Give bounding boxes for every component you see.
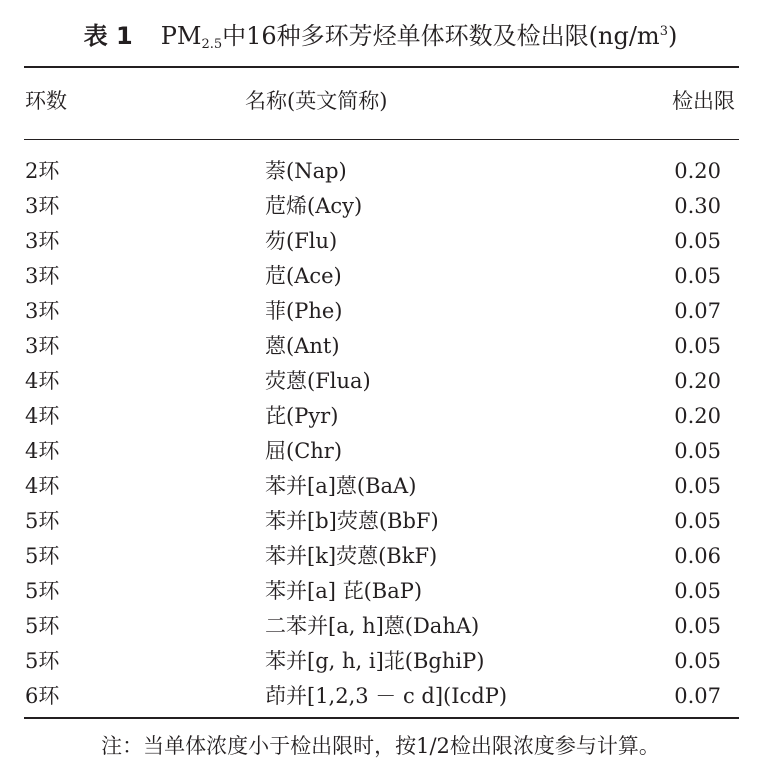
lod-cell: 0.07 [674, 299, 721, 323]
ring-cell: 5环 [25, 649, 60, 673]
lod-cell: 0.20 [674, 159, 721, 183]
name-cell: 萘(Nap) [265, 159, 347, 183]
ring-cell: 4环 [25, 404, 60, 428]
lod-cell: 0.05 [674, 579, 721, 603]
lod-cell: 0.05 [674, 474, 721, 498]
ring-cell: 4环 [25, 474, 60, 498]
ring-cell: 4环 [25, 369, 60, 393]
ring-cell: 5环 [25, 579, 60, 603]
table-header [0, 86, 761, 116]
table-row [0, 364, 761, 398]
table-row [0, 399, 761, 433]
header-lod: 检出限 [672, 89, 735, 113]
ring-cell: 2环 [25, 159, 60, 183]
name-cell: 蒽(Ant) [265, 334, 340, 358]
table-row [0, 679, 761, 713]
name-cell: 苯并[b]荧蒽(BbF) [265, 509, 439, 533]
table-row [0, 644, 761, 678]
title-main: 中16种多环芳烃单体环数及检出限(ng/m [222, 22, 660, 50]
table-row [0, 574, 761, 608]
ring-cell: 3环 [25, 229, 60, 253]
name-cell: 芴(Flu) [265, 229, 338, 253]
title-prefix: PM [160, 22, 202, 50]
ring-cell: 4环 [25, 439, 60, 463]
header-rule [24, 139, 739, 140]
lod-cell: 0.20 [674, 369, 721, 393]
table-row [0, 259, 761, 293]
top-rule [24, 66, 739, 68]
name-cell: 屈(Chr) [265, 439, 343, 463]
header-name: 名称(英文简称) [245, 89, 388, 113]
table-row [0, 539, 761, 573]
bottom-rule [24, 717, 739, 719]
ring-cell: 3环 [25, 194, 60, 218]
title-subscript: 2.5 [201, 37, 223, 52]
title-superscript: 3 [659, 24, 668, 39]
table-label: 表 1 [83, 22, 133, 50]
lod-cell: 0.05 [674, 614, 721, 638]
lod-cell: 0.07 [674, 684, 721, 708]
table-row [0, 294, 761, 328]
name-cell: 苊(Ace) [265, 264, 342, 288]
name-cell: 苯并[a]蒽(BaA) [265, 474, 417, 498]
name-cell: 芘(Pyr) [265, 404, 339, 428]
name-cell: 茚并[1,2,3 － c d](IcdP) [265, 684, 508, 708]
name-cell: 荧蒽(Flua) [265, 369, 371, 393]
ring-cell: 3环 [25, 299, 60, 323]
table-row [0, 434, 761, 468]
name-cell: 二苯并[a, h]蒽(DahA) [265, 614, 480, 638]
lod-cell: 0.05 [674, 649, 721, 673]
ring-cell: 6环 [25, 684, 60, 708]
name-cell: 苊烯(Acy) [265, 194, 363, 218]
table-row [0, 469, 761, 503]
lod-cell: 0.05 [674, 264, 721, 288]
ring-cell: 5环 [25, 614, 60, 638]
header-ring: 环数 [25, 89, 67, 113]
ring-cell: 5环 [25, 509, 60, 533]
table-title [0, 14, 761, 50]
name-cell: 苯并[g, h, i]苝(BghiP) [265, 649, 485, 673]
lod-cell: 0.30 [674, 194, 721, 218]
name-cell: 苯并[a] 芘(BaP) [265, 579, 423, 603]
table-row [0, 224, 761, 258]
name-cell: 菲(Phe) [265, 299, 343, 323]
ring-cell: 3环 [25, 264, 60, 288]
ring-cell: 3环 [25, 334, 60, 358]
lod-cell: 0.05 [674, 439, 721, 463]
ring-cell: 5环 [25, 544, 60, 568]
table-row [0, 154, 761, 188]
lod-cell: 0.05 [674, 509, 721, 533]
table-row [0, 189, 761, 223]
lod-cell: 0.06 [674, 544, 721, 568]
lod-cell: 0.05 [674, 229, 721, 253]
lod-cell: 0.05 [674, 334, 721, 358]
table-note: 注：当单体浓度小于检出限时，按1/2检出限浓度参与计算。 [101, 734, 660, 758]
table-row [0, 329, 761, 363]
table-row [0, 609, 761, 643]
name-cell: 苯并[k]荧蒽(BkF) [265, 544, 438, 568]
table-row [0, 504, 761, 538]
lod-cell: 0.20 [674, 404, 721, 428]
title-end: ) [667, 22, 678, 50]
